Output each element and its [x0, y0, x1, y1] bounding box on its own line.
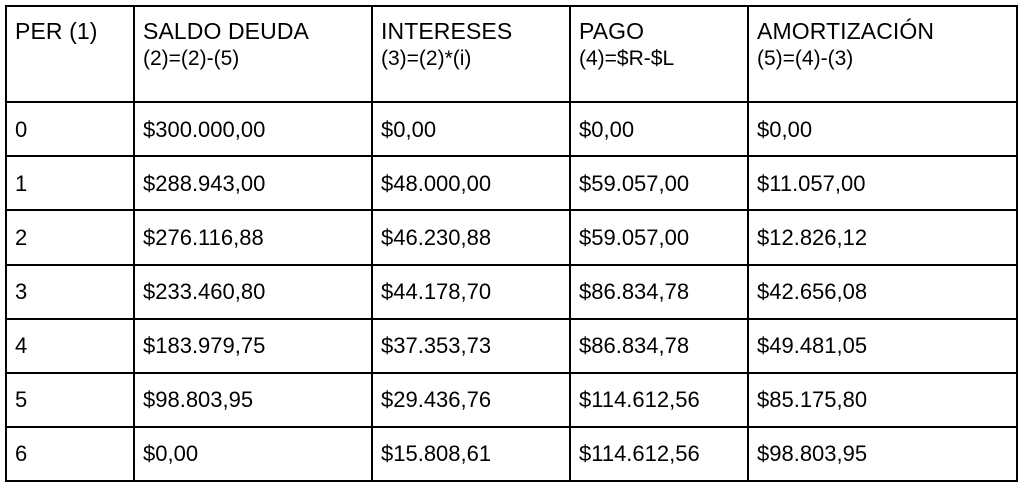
table-row [6, 265, 1017, 319]
cell-saldo-deuda: $98.803,95 [134, 373, 372, 427]
cell-intereses: $37.353,73 [372, 319, 570, 373]
cell-pago: $114.612,56 [570, 373, 748, 427]
header-formula: (4)=$R-$L [579, 47, 675, 70]
cell-period: 3 [6, 265, 134, 319]
table-row [6, 102, 1017, 156]
cell-amortizacion: $98.803,95 [748, 427, 1017, 481]
cell-saldo-deuda: $0,00 [134, 427, 372, 481]
cell-pago: $0,00 [570, 102, 748, 156]
header-cell-amortizacion [748, 6, 1017, 102]
cell-pago: $114.612,56 [570, 427, 748, 481]
header-title: PER (1) [15, 18, 98, 44]
header-cell-saldo-deuda [134, 6, 372, 102]
cell-intereses: $29.436,76 [372, 373, 570, 427]
table-row [6, 427, 1017, 481]
header-cell-intereses [372, 6, 570, 102]
header-formula: (5)=(4)-(3) [757, 47, 854, 70]
cell-amortizacion: $12.826,12 [748, 210, 1017, 264]
cell-pago: $86.834,78 [570, 265, 748, 319]
cell-amortizacion: $49.481,05 [748, 319, 1017, 373]
cell-period: 2 [6, 210, 134, 264]
header-formula: (3)=(2)*(i) [381, 47, 472, 70]
cell-pago: $86.834,78 [570, 319, 748, 373]
cell-period: 4 [6, 319, 134, 373]
cell-amortizacion: $42.656,08 [748, 265, 1017, 319]
cell-intereses: $15.808,61 [372, 427, 570, 481]
table-header-row [6, 6, 1017, 102]
cell-amortizacion: $11.057,00 [748, 156, 1017, 210]
cell-saldo-deuda: $233.460,80 [134, 265, 372, 319]
header-title: SALDO DEUDA [143, 18, 309, 44]
header-title: AMORTIZACIÓN [757, 18, 935, 44]
cell-saldo-deuda: $183.979,75 [134, 319, 372, 373]
cell-pago: $59.057,00 [570, 210, 748, 264]
cell-amortizacion: $85.175,80 [748, 373, 1017, 427]
header-title: INTERESES [381, 18, 513, 44]
cell-intereses: $0,00 [372, 102, 570, 156]
cell-period: 5 [6, 373, 134, 427]
header-cell-pago [570, 6, 748, 102]
cell-pago: $59.057,00 [570, 156, 748, 210]
cell-amortizacion: $0,00 [748, 102, 1017, 156]
table-row [6, 156, 1017, 210]
table-row [6, 319, 1017, 373]
cell-saldo-deuda: $276.116,88 [134, 210, 372, 264]
table-row [6, 210, 1017, 264]
amortization-table-container [5, 5, 1016, 482]
table-row [6, 373, 1017, 427]
cell-saldo-deuda: $300.000,00 [134, 102, 372, 156]
cell-saldo-deuda: $288.943,00 [134, 156, 372, 210]
header-title: PAGO [579, 18, 645, 44]
header-cell-period [6, 6, 134, 102]
cell-period: 1 [6, 156, 134, 210]
cell-period: 0 [6, 102, 134, 156]
amortization-table [5, 5, 1018, 482]
cell-intereses: $48.000,00 [372, 156, 570, 210]
cell-intereses: $44.178,70 [372, 265, 570, 319]
cell-intereses: $46.230,88 [372, 210, 570, 264]
cell-period: 6 [6, 427, 134, 481]
header-formula: (2)=(2)-(5) [143, 47, 240, 70]
